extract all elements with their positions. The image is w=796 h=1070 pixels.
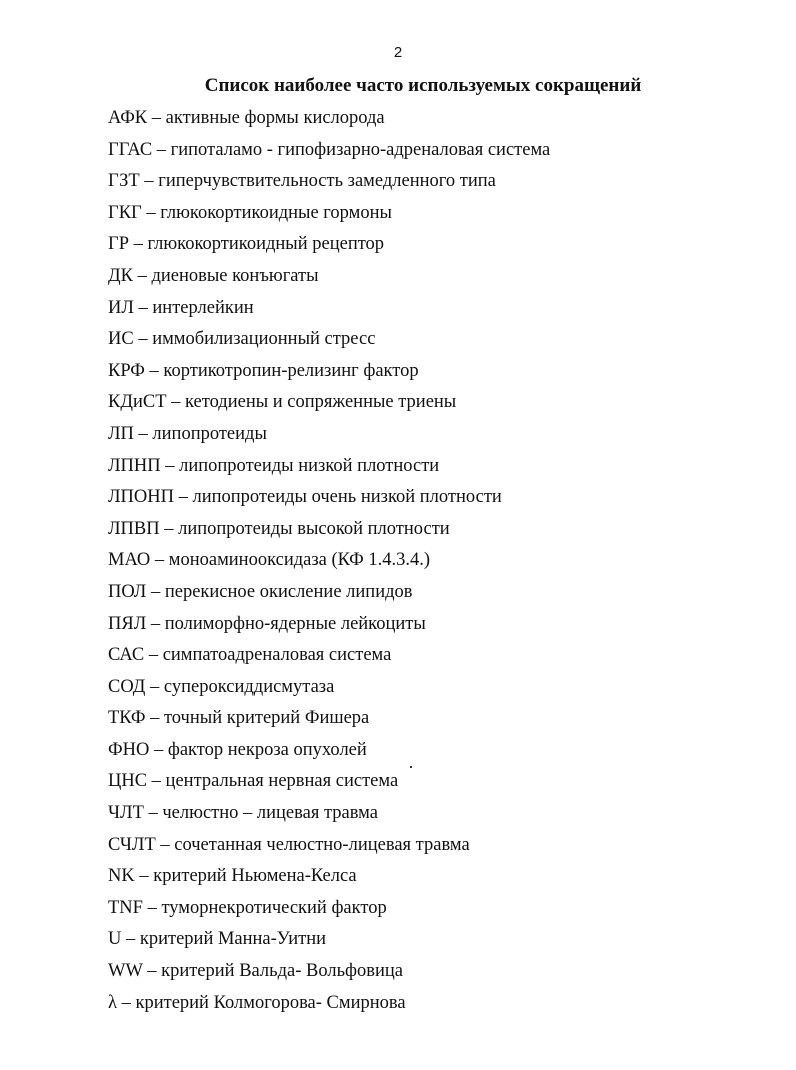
abbreviation-item: TNF – туморнекротический фактор (108, 897, 387, 918)
abbreviation-item: ГКГ – глюкокортикоидные гормоны (108, 202, 392, 223)
abbreviation-item: ФНО – фактор некроза опухолей (108, 739, 367, 760)
abbreviation-item: NK – критерий Ньюмена-Келса (108, 866, 357, 887)
abbreviation-item: ГГАС – гипоталамо - гипофизарно-адреналовая система (108, 139, 551, 160)
page-title: Список наиболее часто используемых сокращений (204, 75, 642, 96)
abbreviation-item: КРФ – кортикотропин-релизинг фактор (108, 360, 419, 381)
abbreviation-item: КДиСТ – кетодиены и сопряженные триены (108, 392, 457, 413)
abbreviation-item: U – критерий Манна-Уитни (108, 929, 327, 950)
abbreviation-list (108, 104, 550, 1020)
abbreviation-item: ТКФ – точный критерий Фишера (108, 708, 370, 729)
abbreviation-item: ИЛ – интерлейкин (108, 297, 254, 318)
abbreviation-item: ЛП – липопротеиды (108, 423, 267, 444)
abbreviation-item: МАО – моноаминооксидаза (КФ 1.4.3.4.) (108, 550, 431, 571)
abbreviation-item: ЦНС – центральная нервная система (108, 771, 399, 792)
page-number: 2 (393, 44, 403, 61)
abbreviation-item: ГЗТ – гиперчувствительность замедленного типа (108, 171, 496, 192)
abbreviation-item: СОД – супероксиддисмутаза (108, 676, 335, 697)
abbreviation-item: СЧЛТ – сочетанная челюстно-лицевая травма (108, 834, 470, 855)
abbreviation-item: ЛПВП – липопротеиды высокой плотности (108, 518, 450, 539)
abbreviation-item: ЧЛТ – челюстно – лицевая травма (108, 803, 378, 824)
abbreviation-item: ПЯЛ – полиморфно-ядерные лейкоциты (108, 613, 426, 634)
abbreviation-item: ПОЛ – перекисное окисление липидов (108, 581, 413, 602)
abbreviation-item: АФК – активные формы кислорода (108, 108, 385, 128)
abbreviation-item: САС – симпатоадреналовая система (108, 645, 392, 666)
abbreviation-item: ГР – глюкокортикоидный рецептор (108, 234, 385, 255)
abbreviation-item: ИС – иммобилизационный стресс (108, 329, 376, 350)
scan-artifact (410, 766, 412, 768)
abbreviation-item: ДК – диеновые конъюгаты (108, 265, 319, 286)
abbreviation-item: ЛПНП – липопротеиды низкой плотности (108, 455, 440, 476)
abbreviation-item: ЛПОНП – липопротеиды очень низкой плотности (108, 487, 502, 508)
abbreviation-item: λ – критерий Колмогорова- Смирнова (108, 992, 406, 1013)
abbreviation-item: WW – критерий Вальда- Вольфовица (108, 961, 403, 982)
